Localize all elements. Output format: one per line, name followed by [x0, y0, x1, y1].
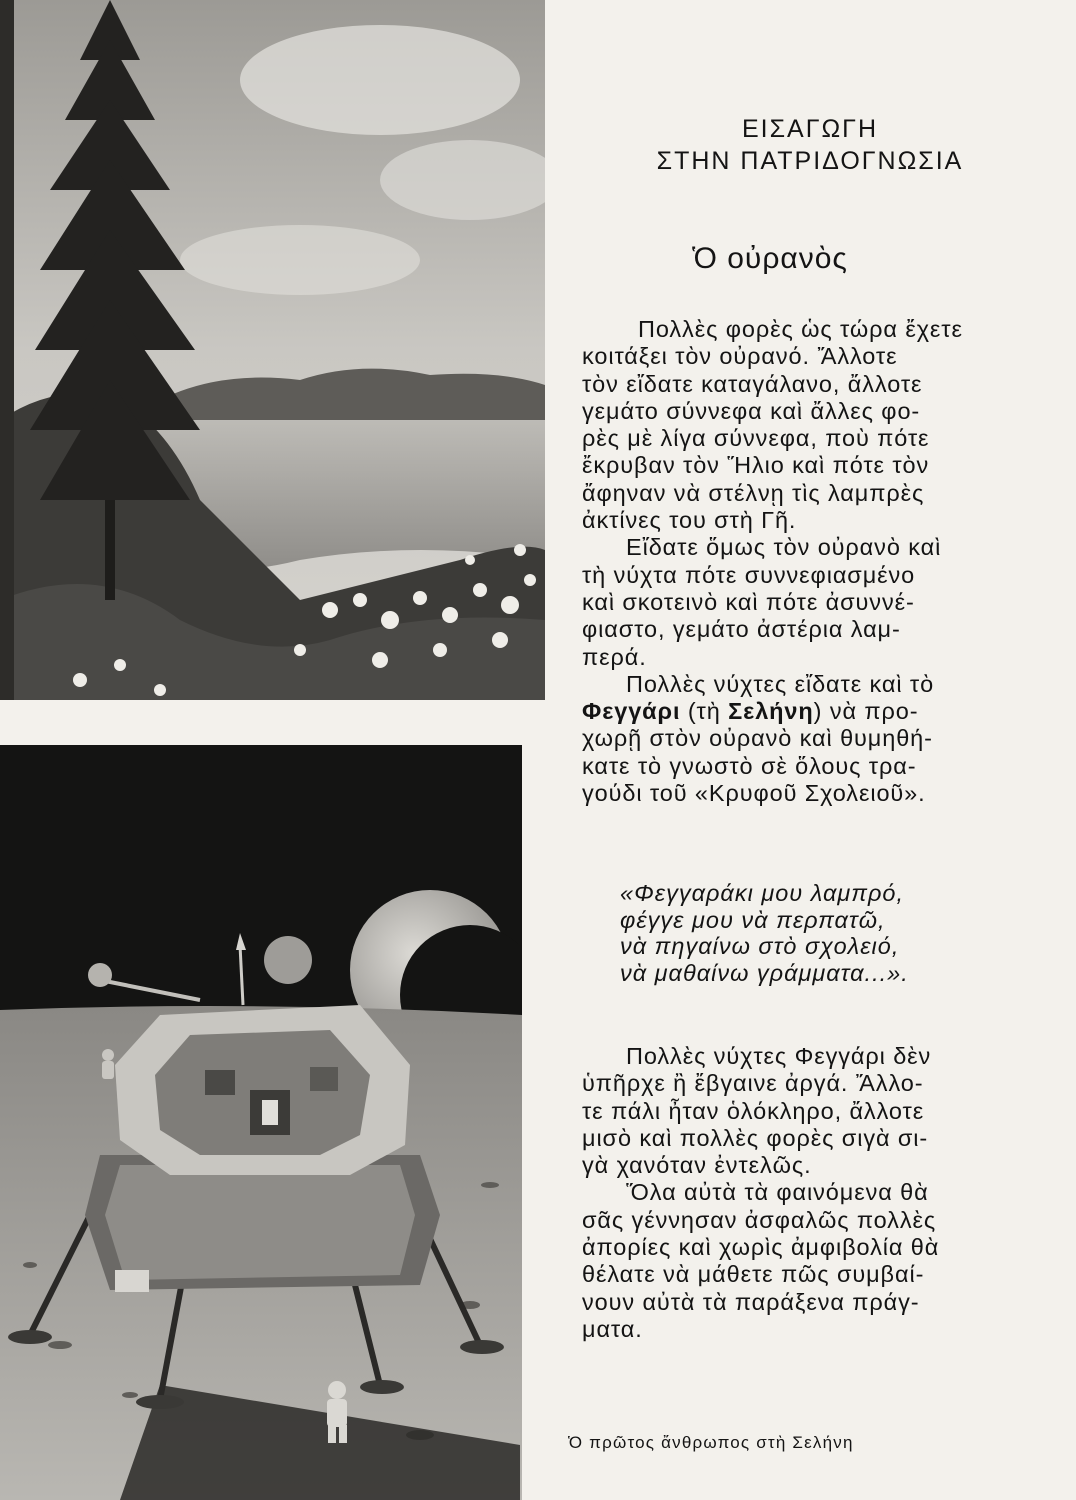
page-title-line-2: ΣΤΗΝ ΠΑΤΡΙΔΟΓΝΩΣΙΑ — [656, 147, 964, 175]
moon-landing-photo — [0, 745, 522, 1500]
photo-caption: Ὁ πρῶτος ἄνθρωπος στὴ Σελήνη — [568, 1433, 854, 1452]
text-line: Πολλὲς νύχτες Φεγγάρι δὲν — [626, 1043, 932, 1069]
text-line: τὴ νύχτα πότε συννεφιασμένο — [582, 561, 916, 588]
body-text-bottom — [582, 1043, 1048, 1343]
text-line: ἀπορίες καὶ χωρὶς ἀμφιβολία θὰ — [582, 1234, 940, 1261]
text-line: γὰ χανόταν ἐντελῶς. — [582, 1152, 812, 1179]
body-text-top — [582, 316, 1048, 807]
page-title-line-1: ΕΙΣΑΓΩΓΗ — [741, 115, 879, 143]
text-line: χωρῇ στὸν οὐρανὸ καὶ θυμηθή- — [582, 725, 933, 752]
text-line: Ὅλα αὐτὰ τὰ φαινόμενα θὰ — [626, 1179, 929, 1206]
text-line: νουν αὐτὰ τὰ παράξενα πράγ- — [582, 1288, 920, 1315]
text-line: τὸν εἴδατε καταγάλανο, ἄλλοτε — [582, 370, 923, 397]
text-fragment: (τὴ — [680, 698, 729, 725]
bold-word-moon: Φεγγάρι — [582, 698, 681, 725]
section-title: Ὁ οὐρανὸς — [692, 242, 848, 275]
poem-line: νὰ μαθαίνω γράμματα...». — [620, 959, 909, 986]
text-line: Εἴδατε ὅμως τὸν οὐρανὸ καὶ — [626, 534, 942, 561]
bold-word-selene: Σελήνη — [728, 698, 814, 725]
text-line: τε πάλι ἦταν ὁλόκληρο, ἄλλοτε — [582, 1097, 925, 1124]
text-line: ρὲς μὲ λίγα σύννεφα, ποὺ πότε — [582, 425, 930, 452]
text-line: κατε τὸ γνωστὸ σὲ ὅλους τρα- — [582, 752, 917, 779]
poem-line: «Φεγγαράκι μου λαμπρό, — [620, 880, 905, 906]
poem-line: φέγγε μου νὰ περπατῶ, — [620, 906, 886, 933]
landscape-photo — [0, 0, 545, 700]
text-line-bold-mixed — [582, 698, 1048, 725]
text-line: γεμάτο σύννεφα καὶ ἄλλες φο- — [582, 397, 921, 424]
text-line: φιαστο, γεμάτο ἀστέρια λαμ- — [582, 616, 901, 643]
landscape-illustration — [0, 0, 545, 700]
text-line: σᾶς γέννησαν ἀσφαλῶς πολλὲς — [582, 1206, 937, 1233]
text-line: περά. — [582, 643, 647, 670]
text-line: ματα. — [582, 1315, 643, 1342]
text-line: θέλατε νὰ μάθετε πῶς συμβαί- — [582, 1261, 925, 1288]
text-line: ἄφηναν νὰ στέλνῃ τὶς λαμπρὲς — [582, 479, 925, 506]
lunar-module-illustration — [0, 745, 522, 1500]
text-line: μισὸ καὶ πολλὲς φορὲς σιγὰ σι- — [582, 1124, 929, 1151]
text-line: κοιτάξει τὸν οὐρανό. Ἄλλοτε — [582, 343, 898, 370]
poem-line: νὰ πηγαίνω στὸ σχολειό, — [620, 933, 900, 959]
text-line: ὑπῆρχε ἢ ἔβγαινε ἀργά. Ἄλλο- — [582, 1070, 924, 1097]
text-fragment: ) νὰ προ- — [813, 698, 919, 725]
text-line: ἔκρυβαν τὸν Ἥλιο καὶ πότε τὸν — [582, 452, 930, 479]
text-line: Πολλὲς νύχτες εἴδατε καὶ τὸ — [626, 670, 935, 697]
text-line: καὶ σκοτεινὸ καὶ πότε ἀσυννέ- — [582, 588, 915, 615]
poem — [620, 880, 1020, 986]
text-line: γούδι τοῦ «Κρυφοῦ Σχολειοῦ». — [582, 780, 926, 807]
text-line: Πολλὲς φορὲς ὡς τώρα ἔχετε — [638, 316, 963, 342]
text-line: ἀκτίνες του στὴ Γῆ. — [582, 507, 797, 534]
